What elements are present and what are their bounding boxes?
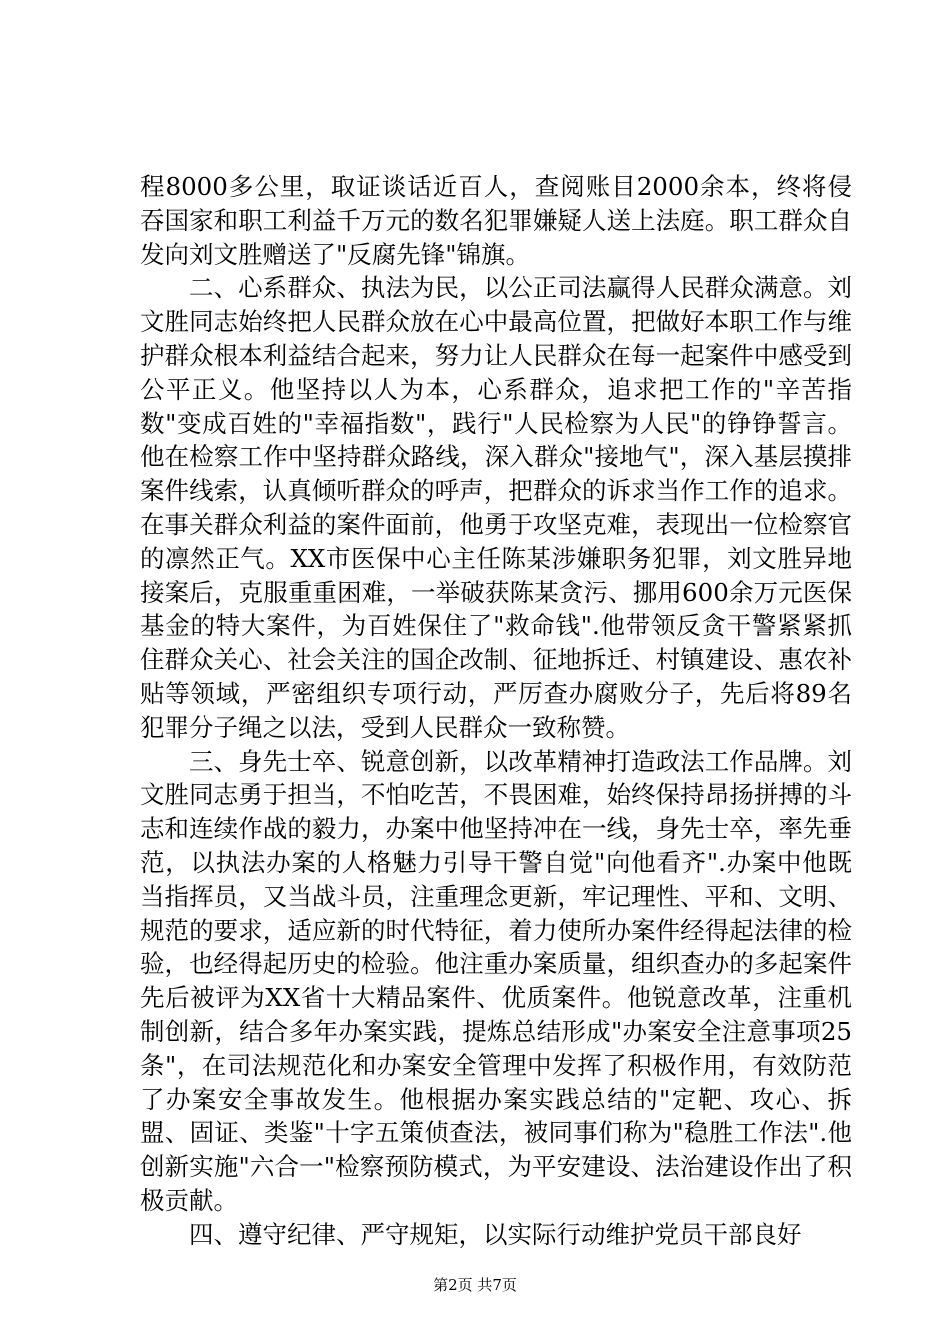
page-number-footer: 第2页 共7页 (433, 1276, 517, 1294)
paragraph-continued: 程8000多公里，取证谈话近百人，查阅账目2000余本，终将侵吞国家和职工利益千万元的数名犯罪嫌疑人送上法庭。职工群众自发向刘文胜赠送了"反腐先锋"锦旗。 (140, 172, 852, 269)
document-body (140, 170, 852, 1252)
paragraph-section-three: 三、身先士卒、锐意创新，以改革精神打造政法工作品牌。刘文胜同志勇于担当，不怕吃苦，不畏困难，始终保持昂扬拼搏的斗志和连续作战的毅力，办案中他坚持冲在一线，身先士卒，率先垂范，以执法办案的人格魅力引导干警自觉"向他看齐".办案中他既当指挥员，又当战斗员，注重理念更新，牢记理性、平和、文明、规范的要求，适应新的时代特征，着力使所办案件经得起法律的检验，也经得起历史的检验。他注重办案质量，组织查办的多起案件先后被评为XX省十大精品案件、优质案件。他锐意改革，注重机制创新，结合多年办案实践，提炼总结形成"办案安全注意事项25条"，在司法规范化和办案安全管理中发挥了积极作用，有效防范了办案安全事故发生。他根据办案实践总结的"定靶、攻心、拆盟、固证、类鉴"十字五策侦查法，被同事们称为"稳胜工作法".他创新实施"六合一"检察预防模式，为平安建设、法治建设作出了积极贡献。 (140, 746, 852, 1215)
paragraph-section-four: 四、遵守纪律、严守规矩，以实际行动维护党员干部良好 (189, 1219, 802, 1249)
paragraph-section-two: 二、心系群众、执法为民，以公正司法赢得人民群众满意。刘文胜同志始终把人民群众放在心中最高位置，把做好本职工作与维护群众根本利益结合起来，努力让人民群众在每一起案件中感受到公平正义。他坚持以人为本，心系群众，追求把工作的"辛苦指数"变成百姓的"幸福指数"，践行"人民检察为人民"的铮铮誓言。他在检察工作中坚持群众路线，深入群众"接地气"，深入基层摸排案件线索，认真倾听群众的呼声，把群众的诉求当作工作的追求。在事关群众利益的案件面前，他勇于攻坚克难，表现出一位检察官的凛然正气。XX市医保中心主任陈某涉嫌职务犯罪，刘文胜异地接案后，克服重重困难，一举破获陈某贪污、挪用600余万元医保基金的特大案件，为百姓保住了"救命钱".他带领反贪干警紧紧抓住群众关心、社会关注的国企改制、征地拆迁、村镇建设、惠农补贴等领域，严密组织专项行动，严厉查办腐败分子，先后将89名犯罪分子绳之以法，受到人民群众一致称赞。 (140, 273, 852, 742)
